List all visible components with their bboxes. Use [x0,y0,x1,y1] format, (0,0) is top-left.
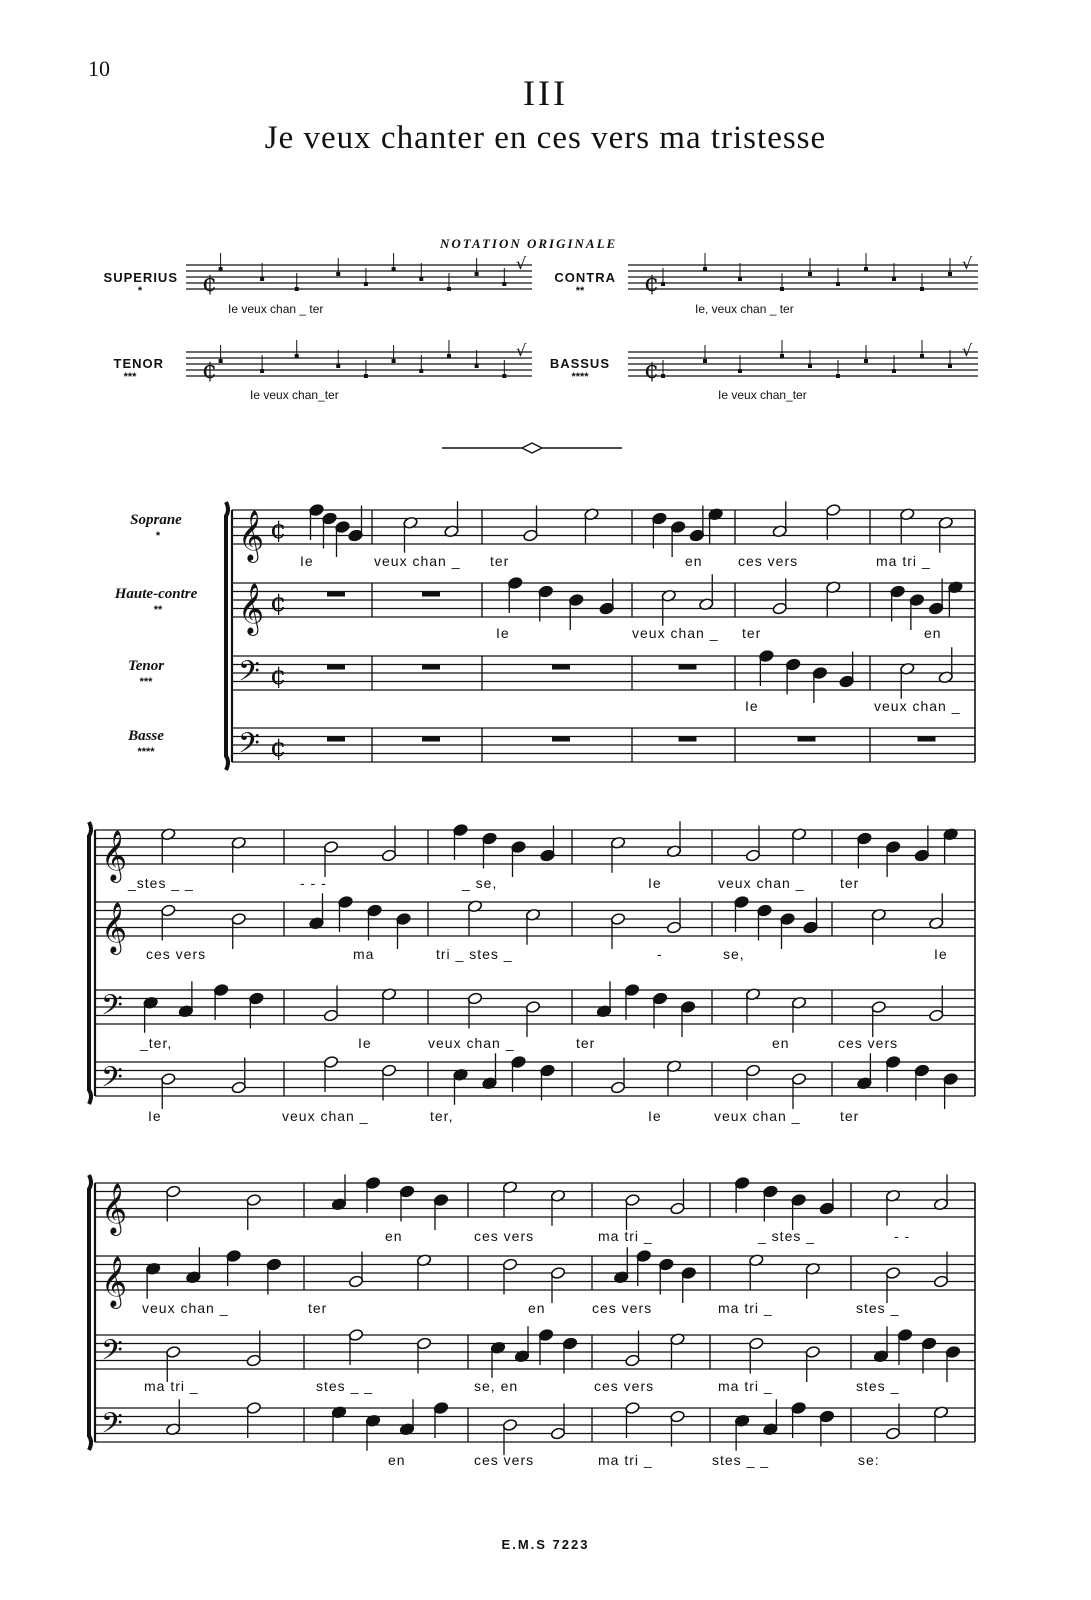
lyric: en [924,625,942,641]
lyric: veux chan _ [428,1035,515,1051]
lyric: ces vers [146,946,207,962]
part-label: Haute-contre [114,586,198,602]
treble-clef-icon: 𝄞 [238,583,265,634]
original-voice-label: SUPERIUS [103,270,178,285]
lyric: ces vers [594,1378,655,1394]
lyric: veux chan _ [142,1300,229,1316]
whole-rest [327,665,345,670]
original-voice-stars: **** [571,371,589,383]
lyric: en [388,1452,406,1468]
whole-rest [422,737,440,742]
whole-rest [679,665,697,670]
original-voice-label: TENOR [113,356,164,371]
lyric: veux chan _ [874,698,961,714]
lyric: ter [576,1035,596,1051]
mensuration-sign-icon: ¢ [644,269,660,297]
system-bracket [226,502,228,770]
whole-rest [552,737,570,742]
treble-clef-icon: 𝄞 [101,902,128,953]
lyric: veux chan _ [282,1108,369,1124]
bass-clef-icon: 𝄢 [101,1407,123,1447]
lyric: ces vers [474,1452,535,1468]
original-notation-heading: NOTATION ORIGINALE [440,236,618,251]
custos-icon: √ [516,341,527,360]
system-bracket [89,822,91,1104]
whole-rest [422,592,440,597]
lyric: ces vers [474,1228,535,1244]
lyric: se, en [474,1378,519,1394]
mensuration-sign-icon: ¢ [644,356,660,384]
bass-clef-icon: 𝄢 [101,1334,123,1374]
bass-clef-icon: 𝄢 [238,655,260,695]
original-lyric: Ie veux chan _ ter [228,302,324,316]
custos-icon: √ [962,341,973,360]
lyric: ter [742,625,762,641]
part-stars: * [155,530,161,542]
cut-time-icon: ¢ [270,733,287,763]
lyric: - - - [300,875,327,891]
part-stars: *** [139,676,153,688]
lyric: stes _ [856,1378,900,1394]
piece-title: Je veux chanter en ces vers ma tristesse [264,120,827,156]
original-voice-stars: ** [575,285,585,297]
lyric: ma tri _ [876,553,931,569]
lyric: ma tri _ [598,1228,653,1244]
original-voice-label: BASSUS [549,356,610,371]
lyric: se, [723,946,745,962]
lyric: ces vers [592,1300,653,1316]
part-label: Basse [128,728,164,744]
lyric: tri _ stes _ [436,946,513,962]
lyric: Ie [934,946,948,962]
lyric: ma [353,946,375,962]
bass-clef-icon: 𝄢 [101,989,123,1029]
whole-rest [422,665,440,670]
lyric: stes _ _ [316,1378,374,1394]
page-number: 10 [88,56,110,81]
custos-icon: √ [516,254,527,273]
treble-clef-icon: 𝄞 [101,830,128,881]
lyric: _ se, [462,875,498,891]
lyric: ter [840,1108,860,1124]
lyric: en [772,1035,790,1051]
original-lyric: Ie veux chan_ter [250,388,339,402]
lyric: ma tri _ [718,1378,773,1394]
lyric: ma tri _ [598,1452,653,1468]
treble-clef-icon: 𝄞 [101,1183,128,1234]
lyric: - [657,946,663,962]
whole-rest [798,737,816,742]
part-label: Soprane [130,512,182,528]
lyric: ter [840,875,860,891]
lyric: veux chan _ [714,1108,801,1124]
piece-number: III [523,73,568,113]
lyric: ter, [430,1108,454,1124]
lyric: Ie [745,698,759,714]
lyric: Ie [648,875,662,891]
lyric: veux chan _ [374,553,461,569]
lyric: ma tri _ [718,1300,773,1316]
cut-time-icon: ¢ [270,588,287,618]
part-label: Tenor [127,658,165,674]
lyric: _stes _ _ [128,875,194,891]
whole-rest [679,737,697,742]
original-voice-stars: *** [123,371,137,383]
whole-rest [918,737,936,742]
original-lyric: Ie veux chan_ter [718,388,807,402]
lyric: veux chan _ [718,875,805,891]
original-voice-stars: * [137,285,143,297]
lyric: Ie [648,1108,662,1124]
lyric: en [385,1228,403,1244]
lyric: se: [858,1452,880,1468]
lyric: en [528,1300,546,1316]
mensuration-sign-icon: ¢ [202,269,218,297]
lyric: stes _ [856,1300,900,1316]
publisher-plate-number: E.M.S 7223 [501,1537,590,1552]
bass-clef-icon: 𝄢 [101,1061,123,1101]
lyric: ma tri _ [144,1378,199,1394]
whole-rest [552,665,570,670]
lyric: ces vers [838,1035,899,1051]
cut-time-icon: ¢ [270,661,287,691]
lyric: stes _ _ [712,1452,770,1468]
lyric: ter [308,1300,328,1316]
cut-time-icon: ¢ [270,515,287,545]
lyric: Ie [496,625,510,641]
lyric: _ stes _ [758,1228,816,1244]
lyric: ter [490,553,510,569]
part-stars: **** [137,746,155,758]
treble-clef-icon: 𝄞 [238,510,265,561]
lyric: ces vers [738,553,799,569]
lyric: en [685,553,703,569]
lyric: Ie [300,553,314,569]
custos-icon: √ [962,254,973,273]
system-bracket [89,1175,91,1450]
whole-rest [327,737,345,742]
original-lyric: Ie, veux chan _ ter [695,302,794,316]
lyric: Ie [358,1035,372,1051]
lyric: - - [894,1228,911,1244]
treble-clef-icon: 𝄞 [101,1256,128,1307]
lyric: _ter, [140,1035,173,1051]
divider-diamond [522,443,542,453]
lyric: veux chan _ [632,625,719,641]
original-voice-label: CONTRA [554,270,616,285]
lyric: Ie [148,1108,162,1124]
part-stars: ** [153,604,163,616]
whole-rest [327,592,345,597]
bass-clef-icon: 𝄢 [238,727,260,767]
mensuration-sign-icon: ¢ [202,356,218,384]
